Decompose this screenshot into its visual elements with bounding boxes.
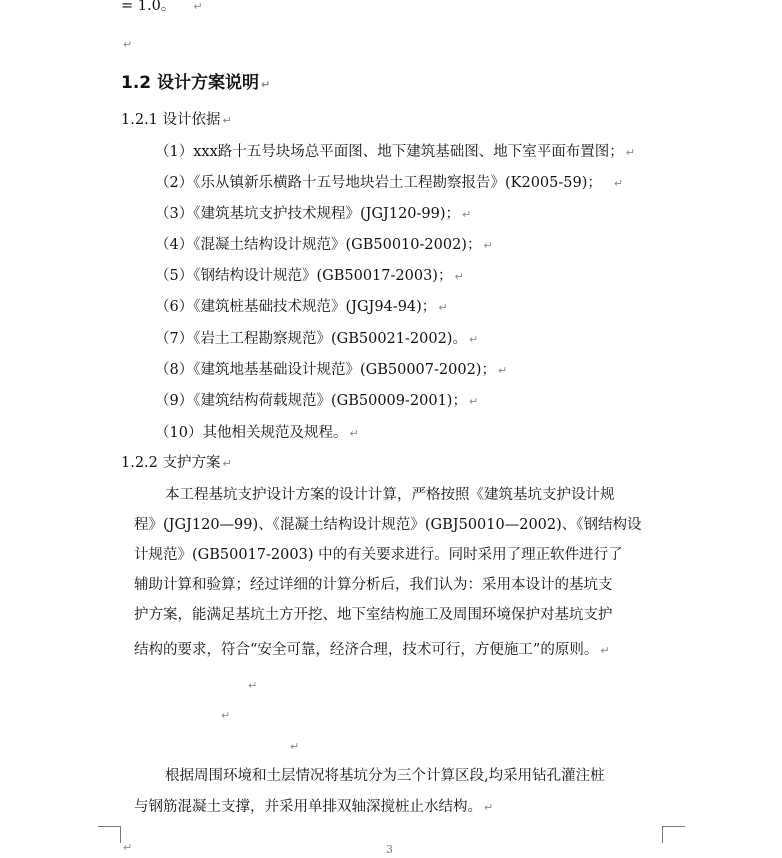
subsection-title-basis: 1.2.1 设计依据 ↵ [121, 112, 232, 128]
body-paragraph-line: 结构的要求，符合“安全可靠，经济合理，技术可行，方便施工”的原则。 ↵ [134, 642, 610, 658]
section-heading: 1.2 设计方案说明 ↵ [121, 73, 271, 93]
basis-item: （3）《建筑基坑支护技术规程》(JGJ120-99)； ↵ [155, 206, 472, 222]
basis-item: （9）《建筑结构荷载规范》(GB50009-2001)； ↵ [155, 393, 479, 409]
basis-item: （8）《建筑地基基础设计规范》(GB50007-2002)； ↵ [155, 362, 508, 378]
top-fragment: = 1.0。 ↵ [121, 0, 203, 14]
basis-item: （5）《钢结构设计规范》(GB50017-2003)； ↵ [155, 268, 464, 284]
empty-paragraph: ↵ [123, 38, 133, 51]
body-paragraph-line: 计规范》(GB50017-2003) 中的有关要求进行。同时采用了理正软件进行了 [134, 547, 623, 563]
basis-item: （1）xxx路十五号块场总平面图、地下建筑基础图、地下室平面布置图； ↵ [155, 144, 635, 160]
margin-corner-right [662, 826, 685, 843]
body-paragraph-line: 护方案，能满足基坑土方开挖、地下室结构施工及周围环境保护对基坑支护 [134, 607, 613, 623]
empty-paragraph: ↵ [221, 709, 231, 722]
empty-paragraph: ↵ [290, 740, 300, 753]
body-paragraph-line: 根据周围环境和土层情况将基坑分为三个计算区段,均采用钻孔灌注桩 [165, 768, 605, 784]
basis-item: （2）《乐从镇新乐横路十五号地块岩土工程勘察报告》(K2005-59)； ↵ [155, 175, 624, 191]
body-paragraph-line: 与钢筋混凝土支撑，并采用单排双轴深搅桩止水结构。 ↵ [134, 799, 494, 815]
body-paragraph-line: 程》(JGJ120—99)、《混凝土结构设计规范》(GBJ50010—2002)、《钢结构设 [134, 517, 642, 533]
subsection-title-support: 1.2.2 支护方案 ↵ [121, 455, 232, 471]
basis-item: （10）其他相关规范及规程。 ↵ [155, 425, 359, 441]
margin-corner-left [98, 826, 121, 843]
basis-item: （4）《混凝土结构设计规范》(GB50010-2002)； ↵ [155, 237, 493, 253]
body-paragraph-line: 辅助计算和验算；经过详细的计算分析后，我们认为：采用本设计的基坑支 [134, 577, 613, 593]
body-paragraph-line: 本工程基坑支护设计方案的设计计算，严格按照《建筑基坑支护设计规 [165, 487, 615, 503]
page-number: 3 [386, 843, 393, 856]
basis-item: （7）《岩土工程勘察规范》(GB50021-2002)。 ↵ [155, 331, 479, 347]
empty-paragraph: ↵ [123, 841, 133, 854]
basis-item: （6）《建筑桩基础技术规范》(JGJ94-94)； ↵ [155, 299, 448, 315]
empty-paragraph: ↵ [248, 679, 258, 692]
